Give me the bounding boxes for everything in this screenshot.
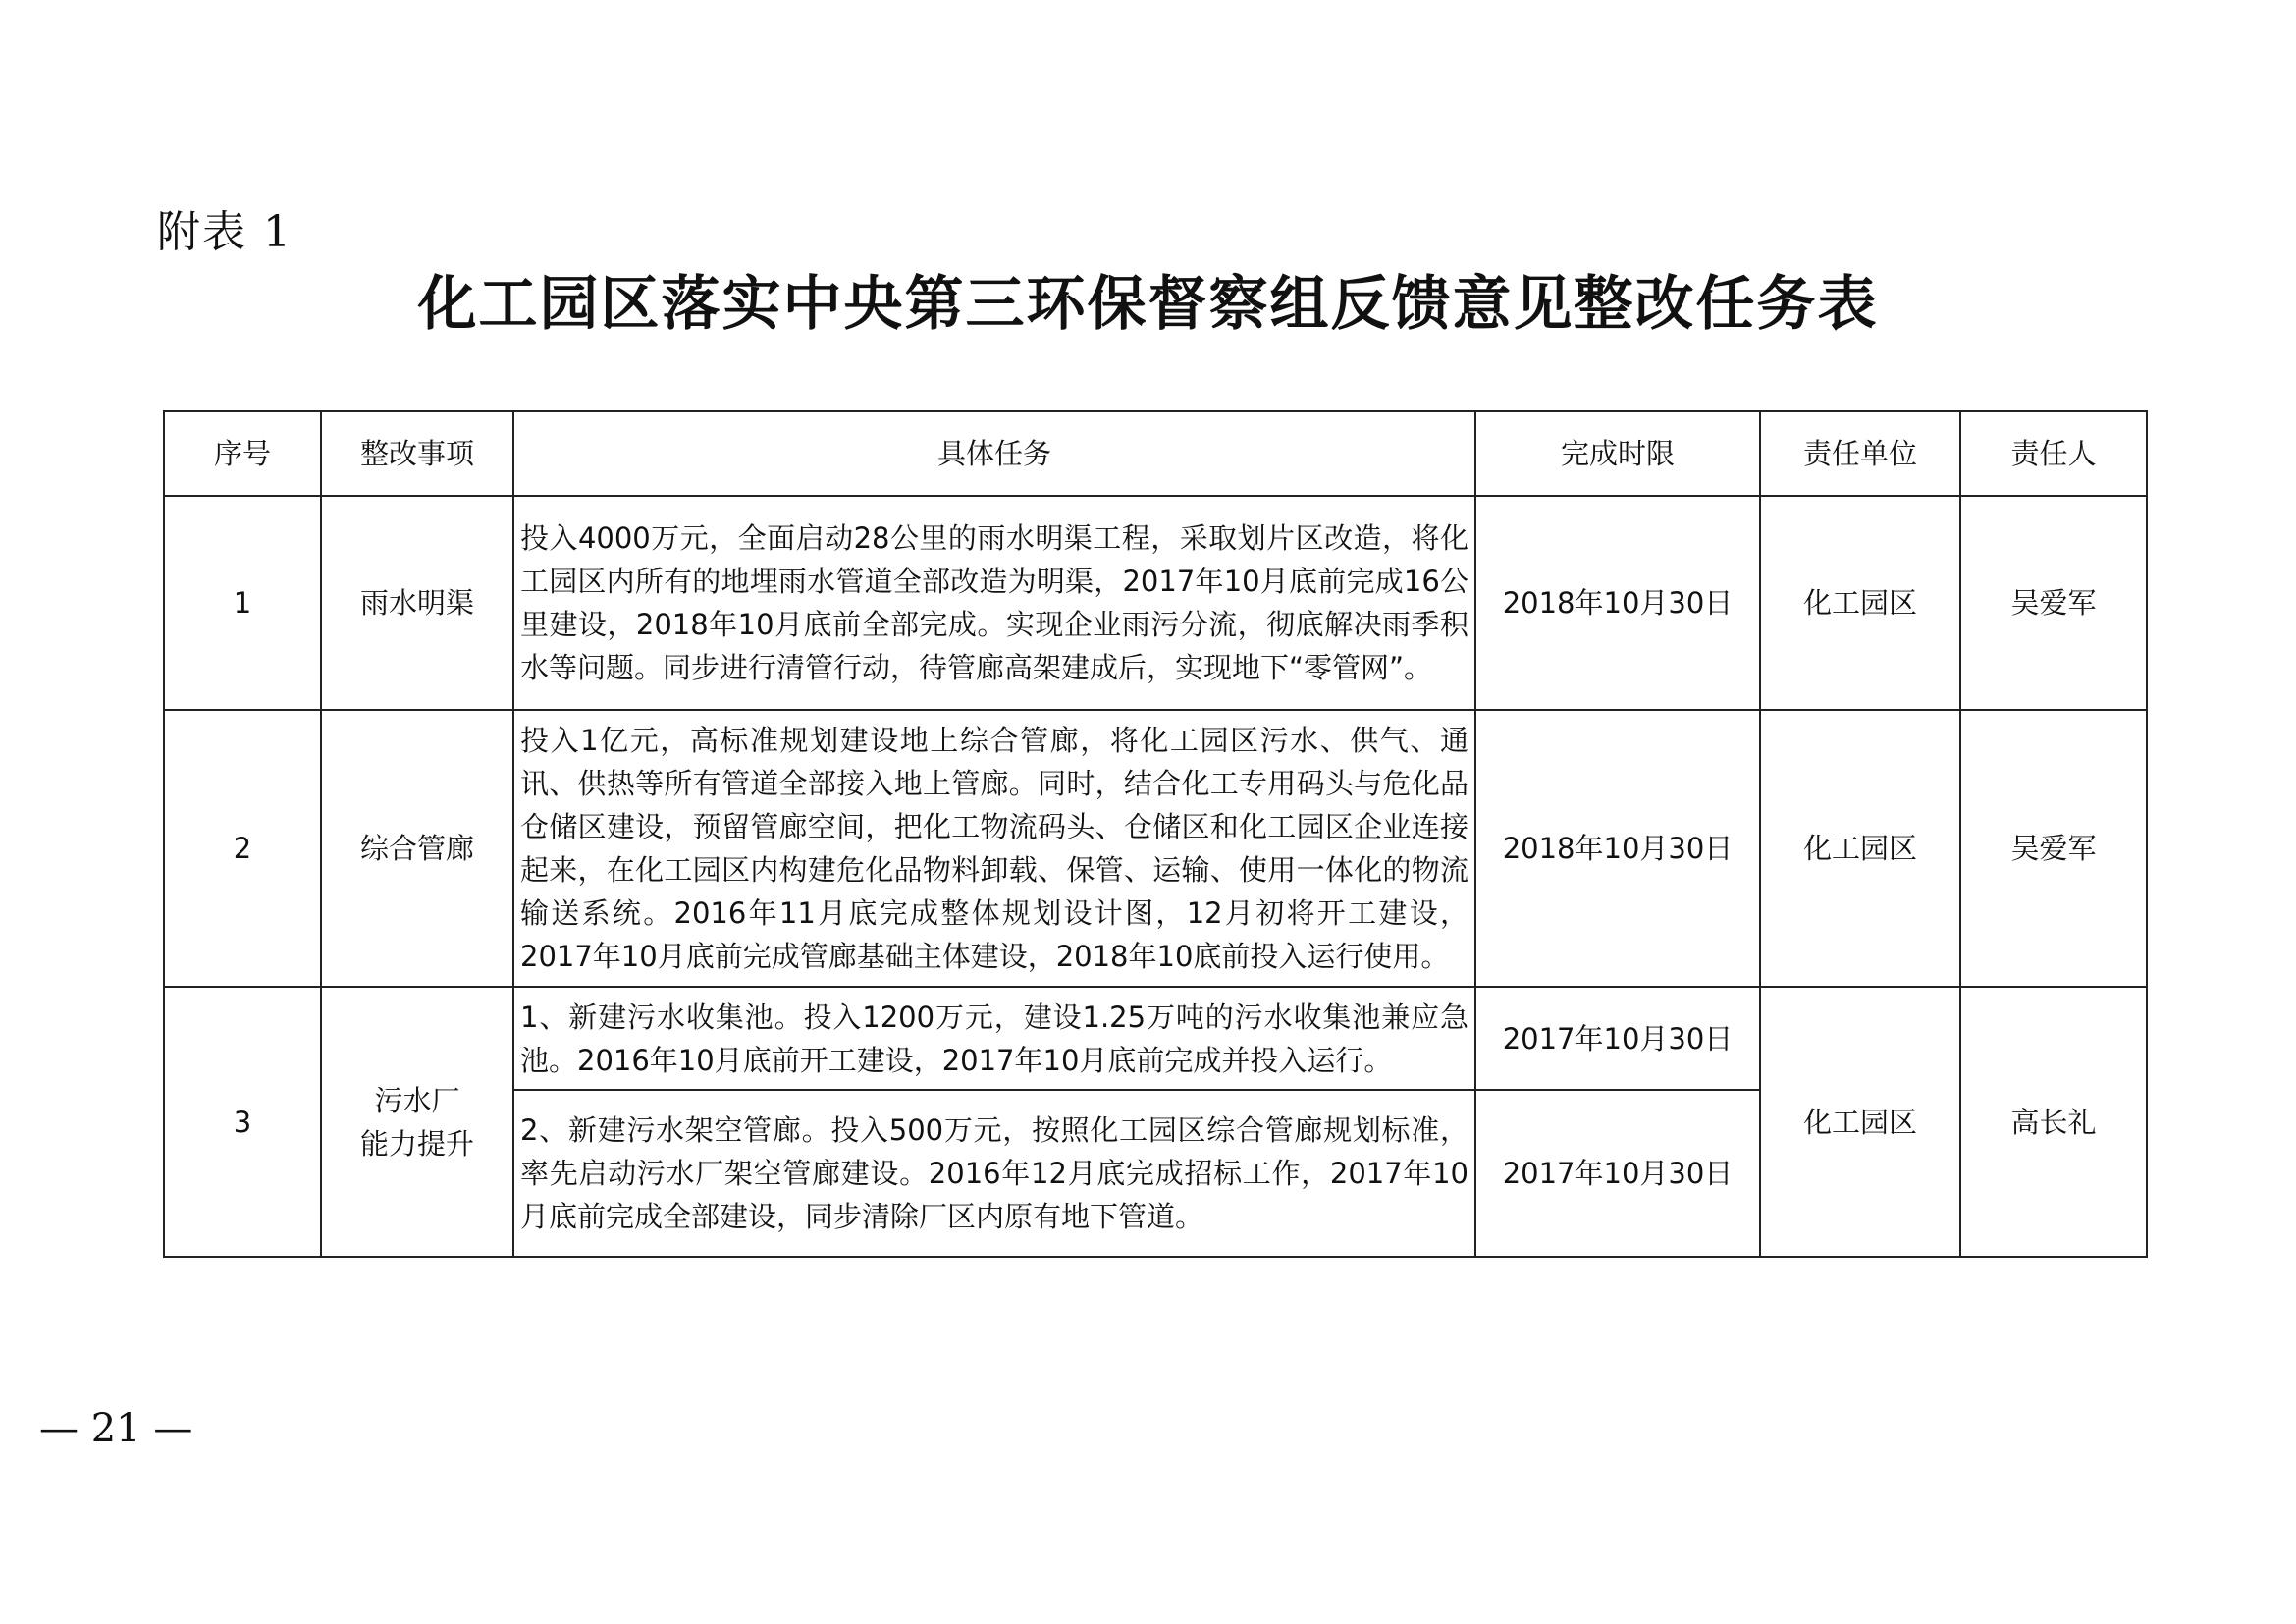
- table-row: [164, 496, 2147, 710]
- rectification-task-table: [163, 410, 2148, 1258]
- cell-item: 综合管廊: [321, 710, 513, 987]
- cell-deadline: 2017年10月30日: [1475, 1090, 1760, 1257]
- document-title: 化工园区落实中央第三环保督察组反馈意见整改任务表: [417, 270, 1879, 339]
- cell-task: 投入1亿元，高标准规划建设地上综合管廊，将化工园区污水、供气、通讯、供热等所有管道全部接入地上管廊。同时，结合化工专用码头与危化品仓储区建设，预留管廊空间，把化工物流码头、仓储区和化工园区企业连接起来，在化工园区内构建危化品物料卸载、保管、运输、使用一体化的物流输送系统。2016年11月底完成整体规划设计图，12月初将开工建设，2017年10月底前完成管廊基础主体建设，2018年10底前投入运行使用。: [513, 710, 1475, 987]
- header-unit: 责任单位: [1760, 411, 1960, 496]
- cell-person: 高长礼: [1960, 987, 2147, 1257]
- cell-unit: 化工园区: [1760, 496, 1960, 710]
- header-task: 具体任务: [513, 411, 1475, 496]
- cell-item: 雨水明渠: [321, 496, 513, 710]
- cell-no: 2: [164, 710, 321, 987]
- cell-subtask: 2、新建污水架空管廊。投入500万元，按照化工园区综合管廊规划标准，率先启动污水厂架空管廊建设。2016年12月底完成招标工作，2017年10月底前完成全部建设，同步清除厂区内原有地下管道。: [513, 1090, 1475, 1257]
- cell-unit: 化工园区: [1760, 987, 1960, 1257]
- table-header-row: [164, 411, 2147, 496]
- appendix-label: 附表 1: [157, 207, 293, 257]
- header-no: 序号: [164, 411, 321, 496]
- cell-deadline: 2017年10月30日: [1475, 987, 1760, 1090]
- cell-task: 投入4000万元，全面启动28公里的雨水明渠工程，采取划片区改造，将化工园区内所有的地埋雨水管道全部改造为明渠，2017年10月底前完成16公里建设，2018年10月底前全部完成。实现企业雨污分流，彻底解决雨季积水等问题。同步进行清管行动，待管廊高架建成后，实现地下“零管网”。: [513, 496, 1475, 710]
- cell-deadline: 2018年10月30日: [1475, 710, 1760, 987]
- cell-item-line: 污水厂: [374, 1083, 460, 1117]
- cell-unit: 化工园区: [1760, 710, 1960, 987]
- cell-no: 3: [164, 987, 321, 1257]
- cell-subtask: 1、新建污水收集池。投入1200万元，建设1.25万吨的污水收集池兼应急池。2016年10月底前开工建设，2017年10月底前完成并投入运行。: [513, 987, 1475, 1090]
- table-row: [164, 710, 2147, 987]
- table-row: [164, 987, 2147, 1090]
- cell-person: 吴爱军: [1960, 710, 2147, 987]
- cell-item-line: 能力提升: [359, 1126, 474, 1161]
- header-person: 责任人: [1960, 411, 2147, 496]
- cell-item: [321, 987, 513, 1257]
- header-deadline: 完成时限: [1475, 411, 1760, 496]
- cell-no: 1: [164, 496, 321, 710]
- cell-person: 吴爱军: [1960, 496, 2147, 710]
- header-item: 整改事项: [321, 411, 513, 496]
- cell-deadline: 2018年10月30日: [1475, 496, 1760, 710]
- page-number: — 21 —: [39, 1406, 193, 1451]
